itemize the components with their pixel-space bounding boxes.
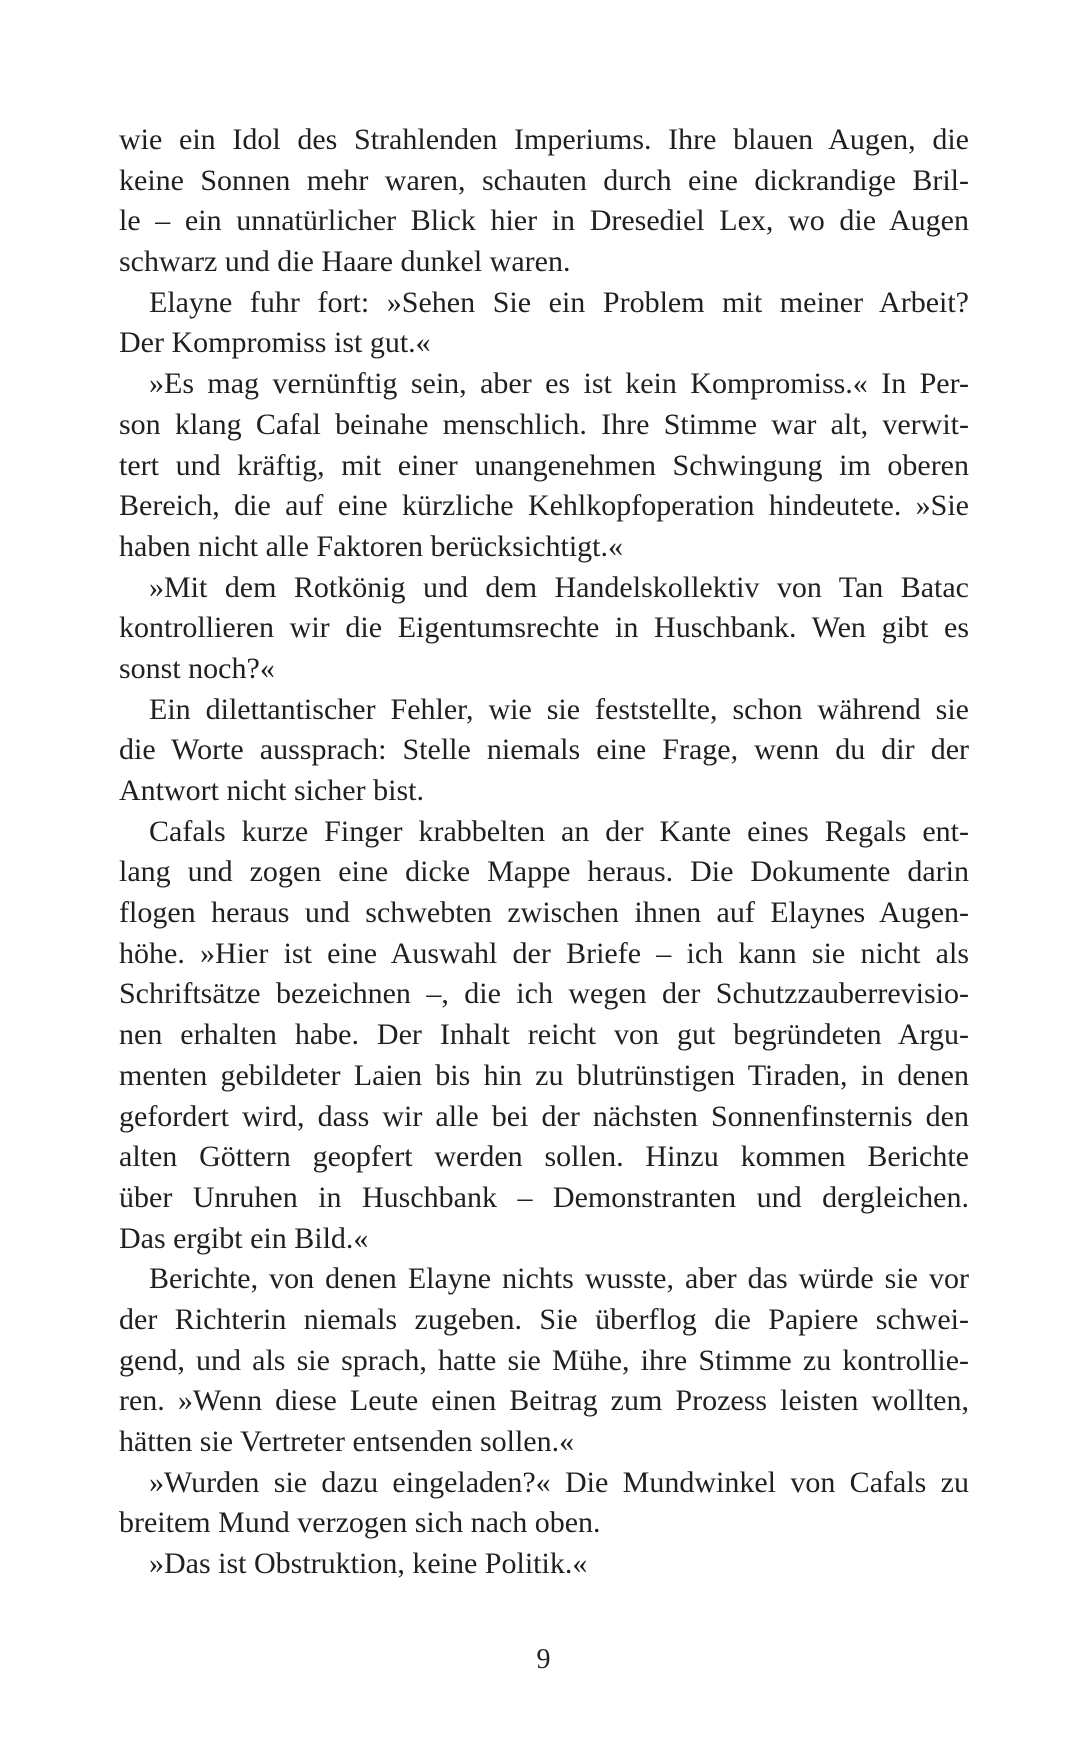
text-line: »Das ist Obstruktion, keine Politik.« [149,1547,588,1581]
text-line: Schriftsätze bezeichnen –, die ich wegen der Schutzzauberrevisio- [119,977,969,1011]
page-number: 9 [536,1644,551,1675]
text-line: sonst noch?« [119,651,275,685]
text-line: Das ergibt ein Bild.« [119,1221,369,1255]
text-line: über Unruhen in Huschbank – Demonstranten und dergleichen. [119,1180,969,1214]
text-line: wie ein Idol des Strahlenden Imperiums. Ihre blauen Augen, die [119,123,969,156]
text-line: schwarz und die Haare dunkel waren. [119,245,571,279]
text-line: menten gebildeter Laien bis hin zu blutrünstigen Tiraden, in denen [119,1058,969,1092]
text-line: die Worte aussprach: Stelle niemals eine Frage, wenn du dir der [119,733,969,767]
text-line: ren. »Wenn diese Leute einen Beitrag zum Prozess leisten wollten, [119,1384,969,1418]
text-line: nen erhalten habe. Der Inhalt reicht von gut begründeten Argu- [119,1018,969,1052]
text-line: lang und zogen eine dicke Mappe heraus. Die Dokumente darin [119,855,969,889]
text-line: Ein dilettantischer Fehler, wie sie feststellte, schon während sie [149,692,969,726]
text-line: »Mit dem Rotkönig und dem Handelskollektiv von Tan Batac [149,570,969,604]
text-line: »Wurden sie dazu eingeladen?« Die Mundwinkel von Cafals zu [149,1465,969,1499]
text-line: »Es mag vernünftig sein, aber es ist kein Kompromiss.« In Per- [149,367,969,401]
text-line: Antwort nicht sicher bist. [119,774,424,807]
text-line: Elayne fuhr fort: »Sehen Sie ein Problem mit meiner Arbeit? [149,285,969,319]
text-line: kontrollieren wir die Eigentumsrechte in Huschbank. Wen gibt es [119,611,969,645]
text-line: haben nicht alle Faktoren berücksichtigt.« [119,529,624,563]
text-line: gefordert wird, dass wir alle bei der nächsten Sonnenfinsternis den [119,1099,969,1133]
text-line: tert und kräftig, mit einer unangenehmen Schwingung im oberen [119,448,969,482]
text-line: Der Kompromiss ist gut.« [119,326,431,360]
text-line: son klang Cafal beinahe menschlich. Ihre Stimme war alt, verwit- [119,407,969,441]
text-line: Cafals kurze Finger krabbelten an der Kante eines Regals ent- [149,814,969,848]
text-line: le – ein unnatürlicher Blick hier in Dresediel Lex, wo die Augen [119,204,969,238]
text-line: Berichte, von denen Elayne nichts wusste, aber das würde sie vor [149,1262,969,1296]
text-line: hätten sie Vertreter entsenden sollen.« [119,1425,575,1458]
text-line: keine Sonnen mehr waren, schauten durch eine dickrandige Bril- [119,163,969,197]
text-line: breitem Mund verzogen sich nach oben. [119,1506,601,1540]
text-line: der Richterin niemals zugeben. Sie überflog die Papiere schwei- [119,1302,969,1336]
text-line: gend, und als sie sprach, hatte sie Mühe, ihre Stimme zu kontrollie- [119,1343,969,1377]
body-text [119,120,969,1585]
text-line: flogen heraus und schwebten zwischen ihnen auf Elaynes Augen- [119,896,969,930]
text-line: alten Göttern geopfert werden sollen. Hinzu kommen Berichte [119,1140,969,1174]
text-line: Bereich, die auf eine kürzliche Kehlkopfoperation hindeutete. »Sie [119,489,969,523]
text-line: höhe. »Hier ist eine Auswahl der Briefe – ich kann sie nicht als [119,936,969,970]
